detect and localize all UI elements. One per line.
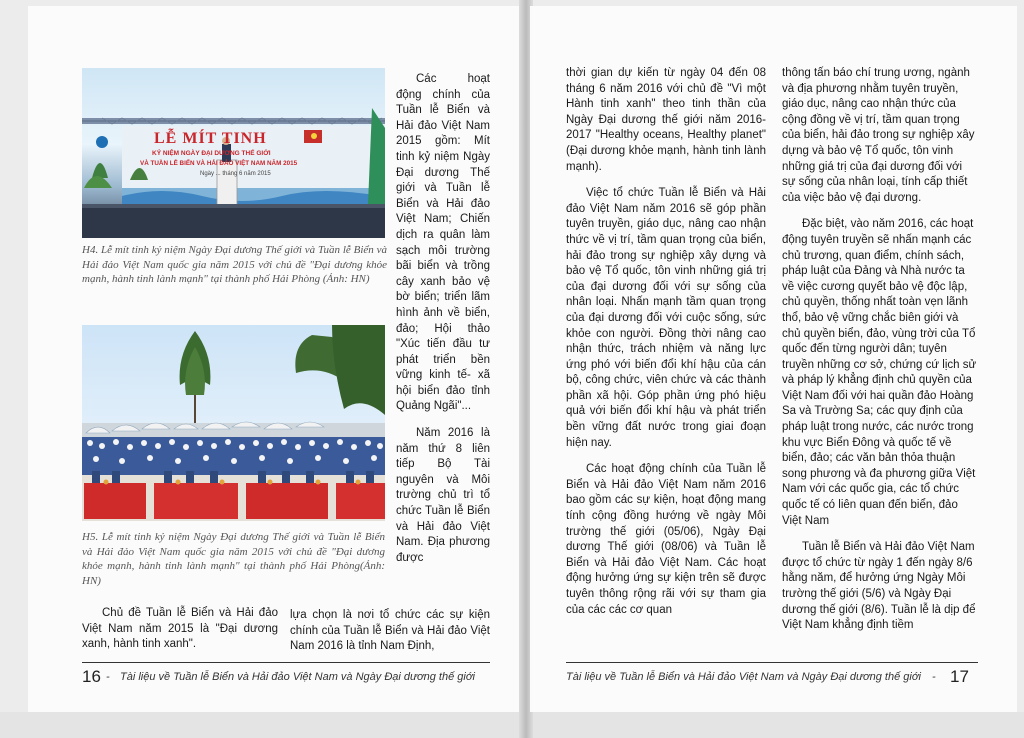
theme-2015-paragraph: Chủ đề Tuần lễ Biển và Hải đảo Việt Nam năm 2015 là "Đại dương xanh, hành tinh xanh". xyxy=(82,607,278,651)
caption-h5: H5. Lễ mít tinh kỷ niệm Ngày Đại dương Thế giới và Tuần lễ Biển và Hải đảo Việt Nam quốc gia năm 2015 với chủ đề "Đại dương khỏe mạnh, hành tinh lành mạnh" tại thành phố Hải Phòng(Ảnh: HN) xyxy=(82,531,385,587)
banner-line-3: VÀ TUẦN LỄ BIỂN VÀ HẢI ĐẢO VIỆT NAM NĂM 2015 xyxy=(140,160,298,167)
footer-left xyxy=(82,662,490,690)
col2-paragraph-3: Tuần lễ Biển và Hải đảo Việt Nam được tổ chức từ ngày 1 đến ngày 8/6 hằng năm, để hưởng ứng Ngày Môi trường thế giới (5/6) và Ngày Đại dương thế giới (8/6). Tuần lễ là dịp để Việt Nam khẳng định tiềm xyxy=(782,541,976,632)
page-number-17: 17 xyxy=(950,667,969,686)
col1-paragraph-1: thời gian dự kiến từ ngày 04 đến 08 tháng 6 năm 2016 với chủ đề "Vì một Hành tinh xanh" theo tinh thần của Ngày Đại dương thế giới năm 2016-2017 "Healthy oceans, Healthy planet" (Đại dương khỏe mạnh, hành tinh lành mạnh). xyxy=(566,67,766,173)
page-16 xyxy=(28,6,522,712)
banner-line-4: Ngày ... tháng 6 năm 2015 xyxy=(200,171,271,177)
page-number-16: 16 xyxy=(82,667,101,686)
photo-h5-beach-rally xyxy=(82,325,385,521)
footer-right xyxy=(566,662,978,690)
col1-paragraph-2: Việc tổ chức Tuần lễ Biển và Hải đảo Việt Nam năm 2016 sẽ góp phần tuyên truyền, giáo dục, nâng cao nhận thức về vị trí, tầm quan trọng của biển, hải đảo trong sự nghiệp xây dựng và bảo vệ Tổ quốc, tôn vinh những giá trị của đại dương đối với sự sống của nhân loại. Nhấn mạnh tầm quan trọng của đại dương đối với cuộc sống, sức khỏe con người. Đồng thời nâng cao nhận thức, trách nhiệm và năng lực ứng phó với biến đổi khí hậu của cán bộ, công chức, viên chức và các thành phần xã hội. Góp phần ứng phó hiệu quả với biến đổi khí hậu và phát triển bền vững đất nước trong giai đoạn hiện nay. xyxy=(566,187,766,449)
photo-h4-rally-stage xyxy=(82,68,385,238)
footer-title-left: Tài liệu về Tuần lễ Biển và Hải đảo Việt Nam và Ngày Đại dương thế giới xyxy=(120,671,475,683)
right-column-2 xyxy=(782,66,978,645)
right-column-1 xyxy=(566,66,766,629)
bottom-right-text xyxy=(290,608,490,666)
col2-paragraph-2: Đặc biệt, vào năm 2016, các hoạt động tuyên truyền sẽ nhấn mạnh các chủ trương, quan điểm, chính sách, pháp luật của Đảng và Nhà nước ta về việc cương quyết bảo vệ độc lập, chủ quyền, thống nhất toàn vẹn lãnh thổ, bảo vệ vững chắc biên giới và chủ quyền biển, đảo, vùng trời của Tổ quốc đến từng người dân; tuyên truyền những cơ sở, chứng cứ lịch sử và pháp lý khẳng định chủ quyền của Việt Nam đối với hai quần đảo Hoàng Sa và Trường Sa; các quy định của pháp luật trong nước, các nước trong khu vực Biển Đông và quốc tế về biển, đảo; các văn bản thỏa thuận song phương và đa phương giữa Việt Nam với các quốc gia, các tổ chức quốc tế có liên quan đến biển, đảo Việt Nam xyxy=(782,218,977,527)
footer-dash: - xyxy=(106,671,110,683)
page-17 xyxy=(530,6,1017,712)
bottom-left-text xyxy=(82,606,278,664)
beach-crowd-drawing xyxy=(82,325,385,521)
banner-title: LỄ MÍT TINH xyxy=(154,130,267,147)
location-2016-paragraph: lựa chọn là nơi tổ chức các sự kiện chính của Tuần lễ Biển và Hải đảo Việt Nam 2016 là tỉnh Nam Định, xyxy=(290,609,490,653)
side-paragraph-1: Các hoạt động chính của Tuần lễ Biển và Hải đảo Việt Nam 2015 gồm: Mít tinh kỷ niệm Ngày Đại dương Thế giới và Tuần lễ Biển và Hải đảo Việt Nam; Chiến dịch ra quân làm sạch môi trường bãi biển và trồng cây xanh bảo vệ bờ biển; triển lãm hình ảnh về biển, đảo; Hội thảo "Xúc tiến đầu tư phát triển bền vững kinh tế- xã hội biển đảo tỉnh Quảng Ngãi"... xyxy=(396,73,490,413)
left-side-column xyxy=(396,72,490,577)
col1-paragraph-3: Các hoạt động chính của Tuần lễ Biển và Hải đảo Việt Nam năm 2016 bao gồm các sự kiện, hoạt động mang tính cộng đồng hướng về ngày Môi trường thế giới (05/06), Ngày Đại dương Thế giới (08/06) và Tuần lễ Biển và Hải đảo Việt Nam. Các hoạt động hưởng ứng sự kiện trên sẽ được tuyên thông rộng rãi với sự tham gia của các các cơ quan xyxy=(566,463,766,616)
footer-title-right: Tài liệu về Tuần lễ Biển và Hải đảo Việt Nam và Ngày Đại dương thế giới xyxy=(566,671,921,683)
side-paragraph-2: Năm 2016 là năm thứ 8 liên tiếp Bộ Tài nguyên và Môi trường chủ trì tổ chức Tuần lễ Biển và Hải đảo Việt Nam. Địa phương được xyxy=(396,427,490,564)
footer-dash-right: - xyxy=(932,671,936,683)
banner-line-2: KỶ NIỆM NGÀY ĐẠI DƯƠNG THẾ GIỚI xyxy=(152,150,271,157)
caption-h4: H4. Lễ mít tinh kỷ niệm Ngày Đại dương Thế giới và Tuần lễ Biển và Hải đảo Việt Nam quốc gia năm 2015 với chủ đề "Đại dương khỏe mạnh, hành tinh lành mạnh" tại thành phố Hải Phòng (Ảnh: HN) xyxy=(82,244,387,286)
scan-background xyxy=(0,712,1024,738)
col2-paragraph-1: thông tấn báo chí trung ương, ngành và địa phương nhằm tuyên truyền, giáo dục, nâng cao nhận thức của cộng đồng về vị trí, tầm quan trọng của biển, hải đảo trong sự nghiệp xây dựng và bảo vệ Tổ quốc, tôn vinh những giá trị của đại dương đối với sự sống của nhân loại, tính cấp thiết của việc bảo vệ đại dương. xyxy=(782,67,975,204)
